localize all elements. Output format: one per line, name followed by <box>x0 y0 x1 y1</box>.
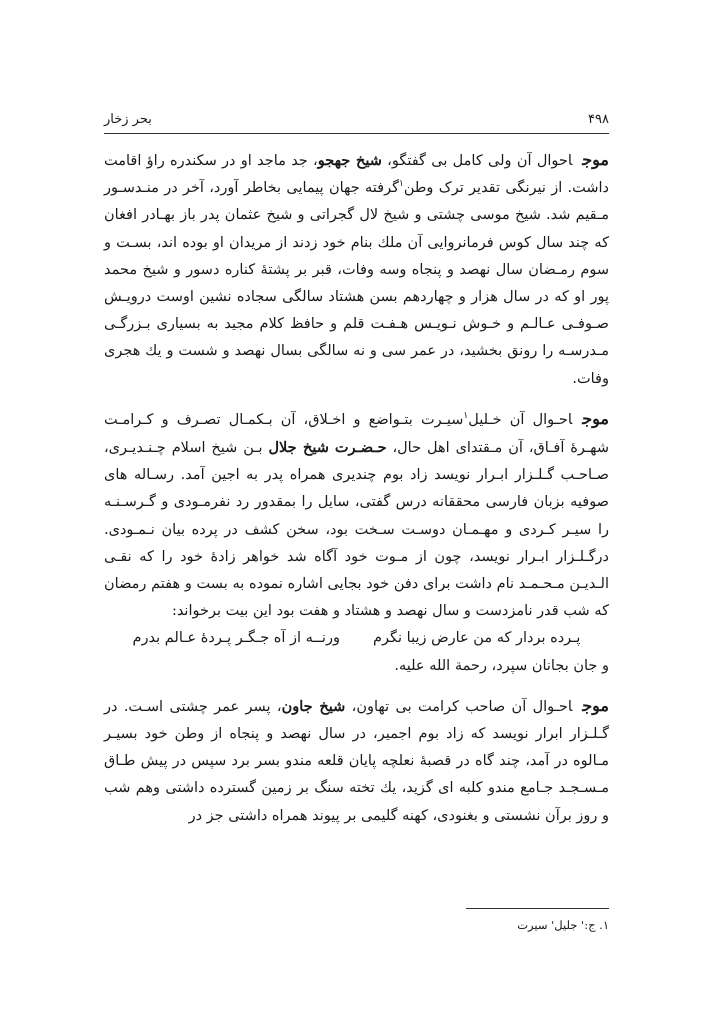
person-name: شیخ جلال <box>268 439 329 457</box>
paragraph-keyword: موج <box>582 150 609 169</box>
person-name: شیخ جاون <box>281 697 346 715</box>
footnote-marker: ۱ <box>463 411 469 421</box>
paragraph-keyword: موج <box>582 695 609 715</box>
verse-couplet <box>104 625 609 652</box>
paragraph-keyword: موج <box>582 408 609 428</box>
footnote: ۱. ج:' جلیل' سیرت <box>517 918 609 932</box>
verse-hemistich-left: ورنــه از آه جـگـر پـردهٔ عـالم بدرم <box>132 630 340 647</box>
footnote-marker: ۱ <box>399 179 404 190</box>
verse-hemistich-right: پـرده بردار که من عارض زیبا نگرم <box>373 630 581 647</box>
paragraph-2: موجاحـوال آن خـلیل$^۱$سیـرت بتـواضع و اخـلاق، آن بـکمـال تصـرف و کـرامـت شهـرهٔ آفـاق، آن مـقتدای اهل حال، حـضـرت شیخ جلال بـن شیخ اسلام چـنـدیـری، صـاحـب گـلـزار ابـرار نویسد زاد بوم چندیری همراه پدر به اجین آمد. رسـاله های صوفیه بزبان فارسی محققانه درس گفتی، سایل را بمقدور رد نفرمـودی و گـرسـنـه را سیـر کـردی و مهـمـان دوسـت سـخت بود، سخن کشف در پرده بیان نـمـودی. درگـلـزار ابـرار نویسد، چون از مـوت خود آگاه شد خواهر زادهٔ خود را که نقـی الـدیـن مـحـمـد نام داشت برای دفن خود بجایی اشاره نموده به بست و هفتم رمضان که شب قدر نامزدست و سال نهصد و هشتاد و هفت بود این بیت برخواند: پـرده بردار که من عارض زیبا نگرم ورنــه از آه جـگـر پـردهٔ عـالم بدرم و جان بجانان سپرد، رحمة الله علیه. <box>104 408 609 674</box>
page-header <box>104 112 609 134</box>
footnote-divider <box>466 908 609 909</box>
paragraph-3: موجاحـوال آن صاحب کرامت بی تهاون، شیخ جاون، پسر عمر چشتی اسـت. در گـلـزار ابرار نویسد که زاد بوم اجمیر، در سال نهصد و پنجاه از وطن خود بسیـر مـالوه در آمد، چند گاه در قصبهٔ نعلچه پایان قلعه مندو بسر برد سپس در پیش طـاق مـسـجـد جـامع مندو کلبه ای گزید، یك تخته سنگ بر زمین گسترده داشتی وهم شب و روز برآن نشستی و بغنودی، کهنه گلیمی بر پیوند همراه داشتی جز در <box>104 695 609 824</box>
honorific-title: حـضـرت <box>334 439 387 457</box>
page-body <box>104 146 609 842</box>
running-title: بحر زخار <box>104 112 152 127</box>
person-name: شیخ جهجو <box>317 152 382 169</box>
paragraph-1: موجاحوال آن ولی کامل بی گفتگو، شیخ جهجو، جد ماجد او در سکندره راؤ اقامت داشت. از نیرنگی تقدیر ترک وطن$^۱$گرفته جهان پیمایی بخاطر آورد، آخر در منـدسـور مـقیم شد. شیخ موسی چشتی و شیخ لال گجراتی و شیخ عثمان پدر باز بهـادر افغان که چند سال کوس فرمانروایی آن ملك بنام خود زدند از مریدان او بوده اند، بسـت و سوم رمـضان سال نهصد و پنجاه وسه وفات، قبر بر پشتهٔ کناره دسور و شیخ محمد پور او که در سال هزار و چهاردهم بسن هشتاد سالگی سجاده نشین اوست درویـش صـوفـی عـالـم و خـوش نـویـس هـفـت قلم و حافظ کلام مجید به بسیاری بـزرگـی مـدرسـه را رونق بخشید، در عمر سی و نه سالگی بسال نهصد و شست و یك هجری وفات. <box>104 150 609 387</box>
page-number: ۴۹۸ <box>588 112 609 127</box>
